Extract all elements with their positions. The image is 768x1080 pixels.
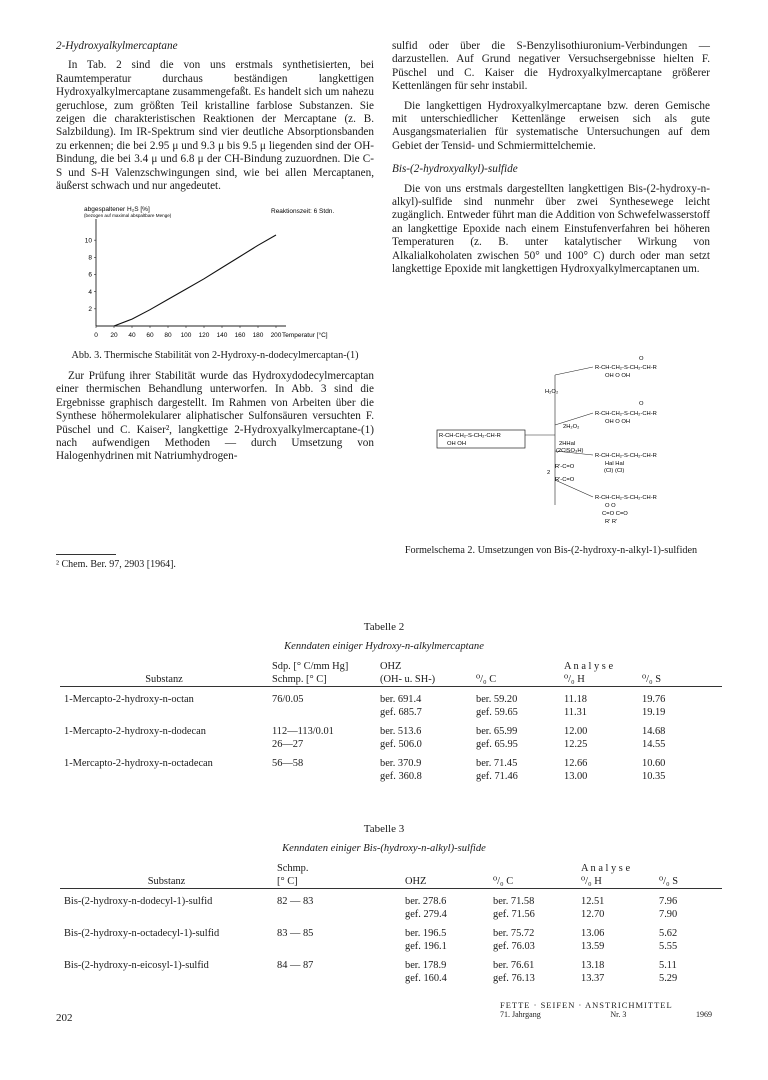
figure-caption: Abb. 3. Thermische Stabilität von 2-Hydroxy-n-dodecylmercaptan-(1) <box>71 349 359 361</box>
paragraph: In Tab. 2 sind die von uns erstmals synthetisierten, bei Raumtemperatur durchaus beständigen langkettigen Hydroxyalkylmercaptane zusammengefaßt. Es handelt sich um nahezu geruchlose, zum größten Teil kristalline farblose Substanzen. Sie zeigen die charakteristischen Reaktionen der Mercaptane (z. B. Salzbildung). Im IR-Spektrum sind vier deutliche Absorptionsbanden zu erkennen; die bei 2.95 μ und 9.3 μ bis 9.5 μ liegenden sind der OH-Bindung, die bei 3.4 μ und 6.8 μ der CH-Bindung zuzuordnen. Die C-S und S-H Valenzschwingungen sind, wie bei allen Mercaptanen, äußerst schwach und nur angedeutet. <box>56 59 374 193</box>
table-row <box>60 725 722 738</box>
cell-schmp: 84 — 87 <box>277 960 314 971</box>
cell-ohz: gef. 685.7 <box>380 707 422 718</box>
cell-c: ber. 71.45 <box>476 758 518 769</box>
y-axis-label: abgespaltener H₂S [%] <box>84 206 150 214</box>
table3-title: Tabelle 3 <box>363 823 405 835</box>
table-row <box>60 940 722 953</box>
prod1-formula: R-CH-CH₂-S-CH₂-CH-R <box>595 365 657 371</box>
cell-ohz: ber. 513.6 <box>380 726 422 737</box>
scheme-caption: Formelschema 2. Umsetzungen von Bis-(2-hydroxy-n-alkyl-1)-sulfiden <box>404 545 698 556</box>
cell-ohz: ber. 278.6 <box>405 896 447 907</box>
col-header: (OH- u. SH-) <box>380 674 436 685</box>
y-tick-label: 6 <box>88 272 92 280</box>
y-tick-label: 10 <box>84 237 92 245</box>
cell-substanz: Bis-(2-hydroxy-n-eicosyl-1)-sulfid <box>64 960 209 971</box>
cell-s: 19.19 <box>642 707 666 718</box>
chart-annotation: Reaktionszeit: 6 Stdn. <box>271 208 335 216</box>
paragraph: Zur Prüfung ihrer Stabilität wurde das Hydroxydodecylmercaptan einer thermischen Behandlung unterworfen. In Abb. 3 sind die Ergebnisse graphisch dargestellt. Im Rahmen von Arbeiten über die Synthese höhermolekularer aliphatischer Sulfonsäuren versuchten F. Püschel und C. Kaiser², langkettige 2-Hydroxyalkylmercaptane-(1) nach aufwendigen Methoden — durch Umsetzung von Halogenhydrinen mit Natriumhydrogen- <box>56 369 374 463</box>
cell-s: 10.35 <box>642 771 666 782</box>
reaction-scheme <box>425 355 725 535</box>
cell-c: ber. 75.72 <box>493 928 535 939</box>
cell-substanz: 1-Mercapto-2-hydroxy-n-octan <box>64 694 194 705</box>
x-tick-label: 140 <box>216 332 228 340</box>
cell-h: 13.00 <box>564 771 588 782</box>
table-row <box>60 693 722 706</box>
cell-h: 12.00 <box>564 726 588 737</box>
table-row <box>60 757 722 770</box>
cell-s: 7.90 <box>659 909 678 920</box>
cell-ohz: gef. 506.0 <box>380 739 422 750</box>
table2-subtitle: Kenndaten einiger Hydroxy-n-alkylmercaptane <box>284 641 484 652</box>
table-row <box>60 908 722 921</box>
cell-c: ber. 76.61 <box>493 960 535 971</box>
table-row <box>60 895 722 908</box>
x-tick-label: 20 <box>110 332 118 340</box>
cell-s: 5.29 <box>659 973 678 984</box>
reagent-2h2o2: 2H₂O₂ <box>563 424 580 430</box>
cell-ohz: gef. 196.1 <box>405 941 447 952</box>
col-header: ⁰/₀ C <box>493 876 514 887</box>
cell-s: 7.96 <box>659 896 678 907</box>
y-tick-label: 2 <box>88 306 92 314</box>
prod3-sub2: (Cl) (Cl) <box>604 468 625 474</box>
cell-h: 11.31 <box>564 707 587 718</box>
cell-c: gef. 71.56 <box>493 909 535 920</box>
cell-c: ber. 65.99 <box>476 726 518 737</box>
table2 <box>60 660 722 783</box>
col-header-analyse: A n a l y s e <box>581 863 631 874</box>
prod1-top: O <box>639 356 644 362</box>
col-header: ⁰/₀ S <box>642 674 662 685</box>
table-row <box>60 738 722 751</box>
col-header: ⁰/₀ S <box>659 876 679 887</box>
x-tick-label: 0 <box>94 332 98 340</box>
cell-h: 13.59 <box>581 941 605 952</box>
x-tick-label: 40 <box>128 332 136 340</box>
cell-sdp: 76/0.05 <box>272 694 304 705</box>
y-tick-label: 4 <box>88 289 92 297</box>
cell-ohz: gef. 160.4 <box>405 973 447 984</box>
table3 <box>60 862 722 985</box>
x-tick-label: 160 <box>234 332 246 340</box>
col-header: OHZ <box>405 876 427 887</box>
prod3-sub: Hal Hal <box>605 461 625 467</box>
table3-subtitle: Kenndaten einiger Bis-(hydroxy-n-alkyl)-sulfide <box>282 843 486 854</box>
y-tick-label: 8 <box>88 255 92 263</box>
cell-h: 12.25 <box>564 739 588 750</box>
cell-substanz: Bis-(2-hydroxy-n-octadecyl-1)-sulfid <box>64 928 220 939</box>
cell-sdp: 112—113/0.01 <box>272 726 334 737</box>
cell-s: 5.11 <box>659 960 677 971</box>
cell-s: 14.55 <box>642 739 666 750</box>
journal-name: FETTE · SEIFEN · ANSTRICHMITTEL <box>500 1000 673 1010</box>
cell-ohz: ber. 196.5 <box>405 928 447 939</box>
footnote-rule <box>56 554 116 555</box>
col-header: ⁰/₀ H <box>564 674 585 685</box>
table-row <box>60 959 722 972</box>
cell-ohz: gef. 279.4 <box>405 909 447 920</box>
prod2-formula: R-CH-CH₂-S-CH₂-CH-R <box>595 411 657 417</box>
figure-3 <box>56 201 374 345</box>
series-line <box>114 235 276 326</box>
prod4-sub2: C=O C=O <box>602 511 628 517</box>
reagent-acid2: R'-C=O <box>555 477 575 483</box>
cell-h: 12.70 <box>581 909 605 920</box>
cell-ohz: ber. 691.4 <box>380 694 422 705</box>
prod4-sub3: R' R' <box>605 519 618 525</box>
col-header: Sdp. [° C/mm Hg] <box>272 661 349 672</box>
cell-h: 12.66 <box>564 758 588 769</box>
cell-c: gef. 76.13 <box>493 973 535 984</box>
cell-schmp: 26—27 <box>272 739 304 750</box>
paragraph: Die von uns erstmals dargestellten langkettigen Bis-(2-hydroxy-n-alkyl)-sulfide sind nunmehr über zwei Synthesewege leicht zugänglich. Entweder führt man die Addition von Schwefelwasserstoff an langkettige Epoxide nach einem Einstufenverfahren bei höheren Temperaturen (z. B. unter katalytischer Wirkung von Alkalialkoholaten zwischen 50° und 100° C) durch oder man setzt langkettige Epoxide mit langkettigen Hydroxyalkylmercaptanen um. <box>392 182 710 276</box>
table2-title: Tabelle 2 <box>363 621 405 633</box>
cell-h: 13.06 <box>581 928 605 939</box>
cell-h: 11.18 <box>564 694 587 705</box>
start-formula: R-CH-CH₂-S-CH₂-CH-R <box>439 433 501 439</box>
cell-ohz: ber. 178.9 <box>405 960 447 971</box>
right-column <box>392 40 710 283</box>
journal-issue: Nr. 3 <box>610 1010 627 1019</box>
section-heading-mercaptane: 2-Hydroxyalkylmercaptane <box>56 40 178 52</box>
col-header-substanz: Substanz <box>145 674 183 685</box>
cell-substanz: 1-Mercapto-2-hydroxy-n-octadecan <box>64 758 213 769</box>
y-axis-note: (bezogen auf maximal abspaltbare Menge) <box>84 213 172 219</box>
cell-h: 12.51 <box>581 896 605 907</box>
paragraph: Die langkettigen Hydroxyalkylmercaptane bzw. deren Gemische mit unterschiedlicher Kettenlänge erweisen sich als gute Ausgangsmaterialien für systematische Untersuchungen auf dem Gebiet der Tensid- und Schmiermittelchemie. <box>392 99 710 152</box>
cell-c: ber. 71.58 <box>493 896 535 907</box>
col-header: OHZ <box>380 661 402 672</box>
cell-schmp: 82 — 83 <box>277 896 314 907</box>
cell-c: ber. 59.20 <box>476 694 518 705</box>
x-tick-label: 120 <box>198 332 210 340</box>
prod1-sub: OH O OH <box>605 373 631 379</box>
journal-volume: 71. Jahrgang <box>500 1010 541 1019</box>
prod2-top: O <box>639 401 644 407</box>
reagent-hhal: 2HHal <box>559 441 576 447</box>
start-oh: OH OH <box>447 441 467 447</box>
journal-year: 1969 <box>695 1010 712 1019</box>
left-column <box>56 40 374 470</box>
cell-h: 13.18 <box>581 960 605 971</box>
cell-s: 5.55 <box>659 941 678 952</box>
paragraph: sulfid oder über die S-Benzylisothiuronium-Verbindungen — darzustellen. Auf Grund negativer Versuchsergebnisse hielten F. Püschel und C. Kaiser die Hydroxyalkylmercaptane größerer Kettenlängen für sehr instabil. <box>392 40 710 93</box>
reagent-coef: 2 <box>547 470 551 476</box>
cell-ohz: ber. 370.9 <box>380 758 422 769</box>
x-tick-label: 200 <box>270 332 282 340</box>
reagent-acid1: R'-C=O <box>555 464 575 470</box>
x-tick-label: 100 <box>180 332 192 340</box>
cell-h: 13.37 <box>581 973 605 984</box>
cell-substanz: Bis-(2-hydroxy-n-dodecyl-1)-sulfid <box>64 896 213 907</box>
cell-s: 14.68 <box>642 726 666 737</box>
cell-s: 5.62 <box>659 928 678 939</box>
prod4-formula: R-CH-CH₂-S-CH₂-CH-R <box>595 495 657 501</box>
cell-substanz: 1-Mercapto-2-hydroxy-n-dodecan <box>64 726 206 737</box>
x-tick-label: 180 <box>252 332 264 340</box>
section-heading-sulfide: Bis-(2-hydroxyalkyl)-sulfide <box>392 163 518 176</box>
cell-ohz: gef. 360.8 <box>380 771 422 782</box>
prod3-formula: R-CH-CH₂-S-CH₂-CH-R <box>595 453 657 459</box>
cell-c: gef. 65.95 <box>476 739 518 750</box>
col-header: ⁰/₀ C <box>476 674 497 685</box>
col-header-analyse: A n a l y s e <box>564 661 614 672</box>
footnote: ² Chem. Ber. 97, 2903 [1964]. <box>56 559 176 570</box>
col-header: Schmp. [° C] <box>272 674 327 685</box>
cell-sdp: 56—58 <box>272 758 304 769</box>
prod2-sub: OH O OH <box>605 419 631 425</box>
col-header: Schmp. <box>277 863 309 874</box>
cell-c: gef. 76.03 <box>493 941 535 952</box>
reagent-clso3h: (2ClSO₃H) <box>556 448 584 454</box>
reagent-h2o2: H₂O₂ <box>545 389 559 395</box>
col-header: ⁰/₀ H <box>581 876 602 887</box>
col-header: [° C] <box>277 876 298 887</box>
cell-c: gef. 59.65 <box>476 707 518 718</box>
x-tick-label: 60 <box>146 332 154 340</box>
x-axis-label: Temperatur [°C] <box>282 332 328 340</box>
table-row <box>60 770 722 783</box>
stability-chart <box>56 201 374 341</box>
cell-s: 10.60 <box>642 758 666 769</box>
page-number: 202 <box>56 1012 73 1024</box>
col-header-substanz: Substanz <box>147 876 186 887</box>
cell-c: gef. 71.46 <box>476 771 518 782</box>
cell-s: 19.76 <box>642 694 666 705</box>
table-row <box>60 706 722 719</box>
prod4-sub: O O <box>605 503 616 509</box>
cell-schmp: 83 — 85 <box>277 928 314 939</box>
journal-footer <box>500 1000 712 1020</box>
table-row <box>60 972 722 985</box>
x-tick-label: 80 <box>164 332 172 340</box>
table-row <box>60 927 722 940</box>
